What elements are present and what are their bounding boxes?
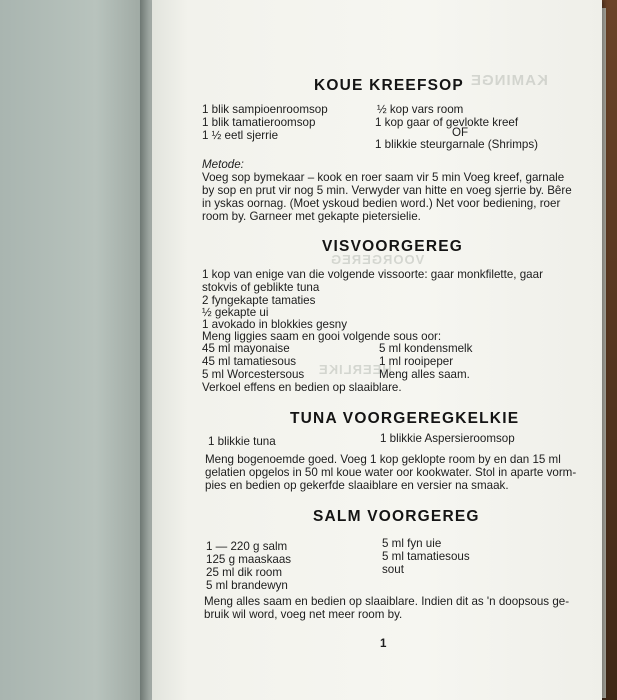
show-through-heading: VOORGEREG — [330, 252, 425, 267]
ingredient: 1 blikkie steurgarnale (Shrimps) — [375, 138, 539, 151]
recipe-line: 1 avokado in blokkies gesny — [202, 318, 348, 331]
ingredient: 1 blikkie tuna — [208, 435, 276, 448]
ingredient: 1 — 220 g salm — [206, 540, 288, 553]
ingredient: 1 kop gaar of gevlokte kreef — [375, 116, 519, 129]
sauce-ingredient: 5 ml kondensmelk — [379, 342, 473, 355]
ingredient: ½ kop vars room — [377, 103, 464, 116]
method-label: Metode: — [202, 158, 244, 171]
recipe-line: stokvis of geblikte tuna — [202, 281, 320, 294]
sauce-ingredient: Meng alles saam. — [379, 368, 470, 381]
recipe-title: SALM VOORGEREG — [313, 508, 480, 525]
page-number: 1 — [380, 637, 387, 650]
ingredient-or: OF — [452, 126, 469, 139]
recipe-line: Meng alles saam en bedien op slaaiblare. Indien dit as 'n doopsous ge- — [204, 595, 570, 608]
recipe-line: gelatien opgelos in 50 ml koue water oor kookwater. Stol in aparte vorm- — [205, 466, 577, 479]
ingredient: 25 ml dik room — [206, 566, 283, 579]
show-through-heading: KAMINGE — [470, 72, 548, 89]
method-line: room by. Garneer met gekapte pietersielie. — [202, 210, 421, 223]
recipe-line: pies en bedien op gekerfde slaaiblare en versier na smaak. — [205, 479, 509, 492]
recipe-title: TUNA VOORGEREGKELKIE — [290, 410, 520, 427]
ingredient: 1 blikkie Aspersieroomsop — [380, 432, 515, 445]
left-page — [0, 0, 160, 700]
ingredient: 1 ½ eetl sjerrie — [202, 129, 279, 142]
method-line: by sop en prut vir nog 5 min. Verwyder van hitte en voeg sjerrie by. Bêre — [202, 184, 572, 197]
recipe-line: Meng bogenoemde goed. Voeg 1 kop geklopte room by en dan 15 ml — [205, 453, 561, 466]
show-through-heading: HEERLIKE — [318, 362, 392, 377]
recipe-line: Meng liggies saam en gooi volgende sous oor: — [202, 330, 442, 343]
sauce-ingredient: 45 ml mayonaise — [202, 342, 290, 355]
recipe-line: bruik wil word, voeg net meer room by. — [204, 608, 403, 621]
method-line: in yskas oornag. (Moet yskoud bedien word.) Net voor bediening, roer — [202, 197, 561, 210]
sauce-ingredient: 5 ml Worcestersous — [202, 368, 305, 381]
recipe-title: KOUE KREEFSOP — [314, 77, 464, 94]
method-line: Voeg sop bymekaar – kook en roer saam vir 5 min Voeg kreef, garnale — [202, 171, 565, 184]
ingredient: 1 blik sampioenroomsop — [202, 103, 328, 116]
ingredient: sout — [382, 563, 404, 576]
sauce-ingredient: 1 ml rooipeper — [379, 355, 454, 368]
recipe-line: 2 fyngekapte tamaties — [202, 294, 316, 307]
recipe-line: ½ gekapte ui — [202, 306, 269, 319]
ingredient: 1 blik tamatieroomsop — [202, 116, 316, 129]
ingredient: 5 ml fyn uie — [382, 537, 442, 550]
recipe-line: Verkoel effens en bedien op slaaiblare. — [202, 381, 402, 394]
sauce-ingredient: 45 ml tamatiesous — [202, 355, 297, 368]
ingredient: 5 ml brandewyn — [206, 579, 288, 592]
recipe-line: 1 kop van enige van die volgende vissoorte: gaar monkfilette, gaar — [202, 268, 543, 281]
ingredient: 125 g maaskaas — [206, 553, 292, 566]
ingredient: 5 ml tamatiesous — [382, 550, 470, 563]
recipe-title: VISVOORGEREG — [322, 238, 464, 255]
